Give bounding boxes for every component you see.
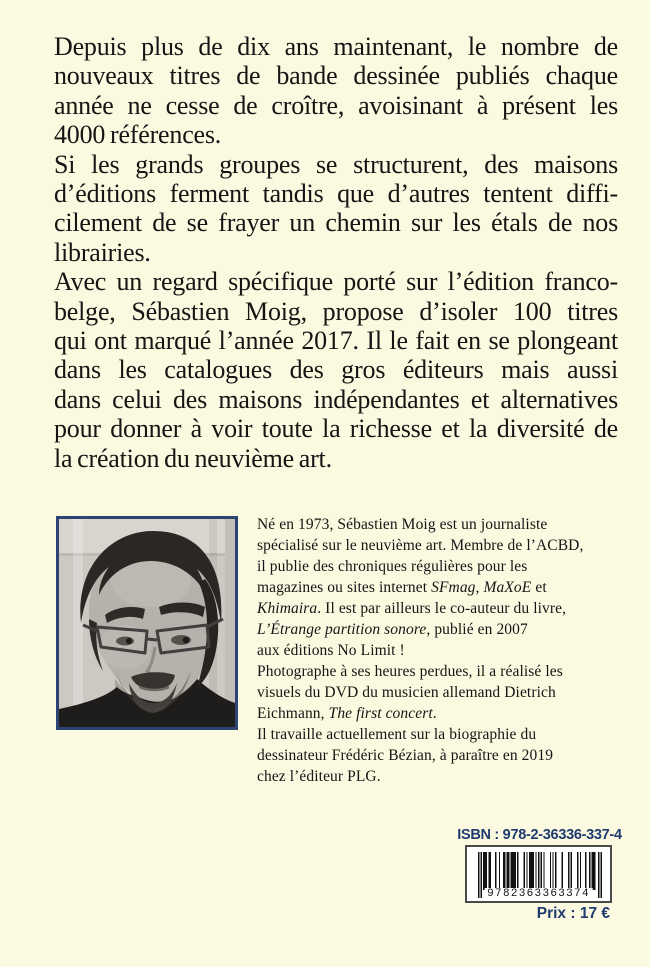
synopsis-line: dans les catalogues des gros éditeurs mais aussi bbox=[54, 355, 618, 385]
author-bio bbox=[257, 514, 629, 787]
author-portrait-photo bbox=[59, 519, 235, 727]
synopsis-line: dans celui des maisons indépendantes et alternatives bbox=[54, 384, 618, 414]
bio-line: Eichmann, The first concert. bbox=[257, 705, 437, 722]
synopsis-line: Avec un regard spécifique porté sur l’édition franco- bbox=[54, 267, 618, 297]
synopsis-line: Depuis plus de dix ans maintenant, le nombre de bbox=[54, 32, 618, 61]
synopsis-line: librairies. bbox=[54, 237, 151, 267]
bio-line: magazines ou sites internet SFmag, MaXoE et bbox=[257, 579, 547, 596]
bio-line: Photographe à ses heures perdues, il a réalisé les bbox=[257, 663, 563, 680]
bio-line: Khimaira. Il est par ailleurs le co-auteur du livre, bbox=[257, 600, 567, 617]
barcode-digits: 9782363363374 bbox=[484, 888, 593, 900]
synopsis-line: d’éditions ferment tandis que d’autres tentent diffi- bbox=[54, 179, 618, 209]
synopsis-line: cilement de se frayer un chemin sur les étals de nos bbox=[54, 208, 618, 238]
price-label: Prix : 17 € bbox=[536, 905, 610, 922]
synopsis-line: la création du neuvième art. bbox=[54, 443, 332, 473]
bio-line: aux éditions No Limit ! bbox=[257, 642, 405, 659]
synopsis bbox=[54, 32, 618, 473]
synopsis-line: Si les grands groupes se structurent, des maisons bbox=[54, 149, 618, 179]
bio-line: visuels du DVD du musicien allemand Dietrich bbox=[257, 684, 556, 701]
isbn-label: ISBN : 978-2-36336-337-4 bbox=[457, 827, 622, 843]
bio-line: il publie des chroniques régulières pour les bbox=[257, 558, 528, 575]
bio-line: dessinateur Frédéric Bézian, à paraître en 2019 bbox=[257, 747, 554, 764]
author-photo bbox=[56, 516, 238, 730]
synopsis-line: année ne cesse de croître, avoisinant à présent les bbox=[54, 90, 618, 120]
bio-line: spécialisé sur le neuvième art. Membre de l’ACBD, bbox=[257, 537, 584, 554]
synopsis-line: 4000 références. bbox=[54, 120, 222, 150]
bio-line: Il travaille actuellement sur la biographie du bbox=[257, 726, 537, 743]
bio-line: chez l’éditeur PLG. bbox=[257, 768, 381, 785]
synopsis-line: belge, Sébastien Moig, propose d’isoler 100 titres bbox=[54, 296, 618, 326]
synopsis-line: pour donner à voir toute la richesse et la diversité de bbox=[54, 414, 618, 444]
bio-line: Né en 1973, Sébastien Moig est un journaliste bbox=[257, 516, 548, 533]
bio-line: L’Étrange partition sonore, publié en 2007 bbox=[257, 621, 528, 638]
synopsis-line: qui ont marqué l’année 2017. Il le fait en se plongeant bbox=[54, 326, 618, 356]
barcode bbox=[465, 845, 612, 903]
synopsis-line: nouveaux titres de bande dessinée publiés chaque bbox=[54, 61, 618, 91]
